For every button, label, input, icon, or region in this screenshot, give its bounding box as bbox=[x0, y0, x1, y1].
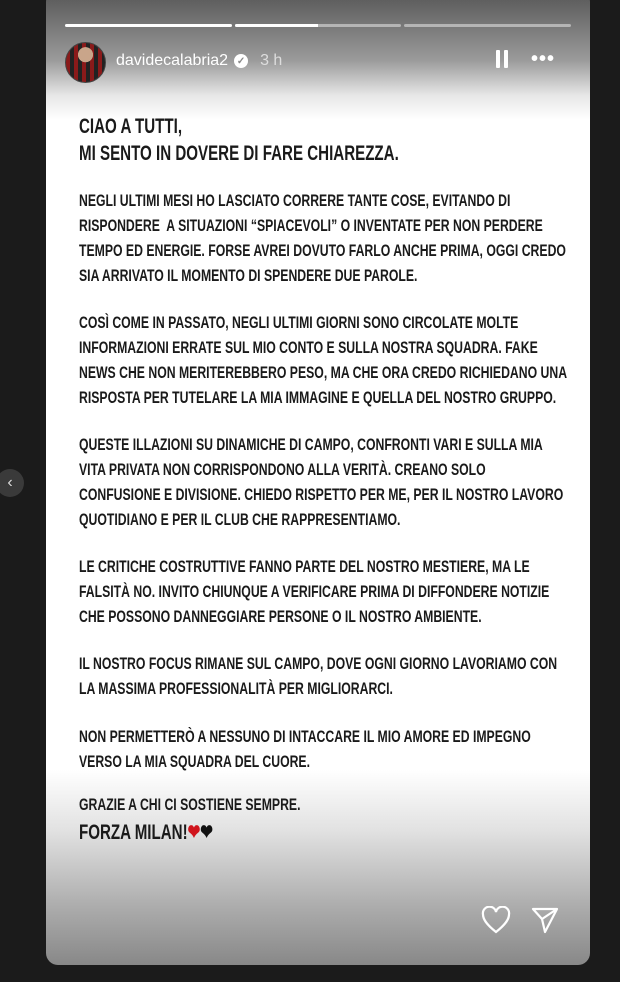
like-heart-icon[interactable] bbox=[481, 906, 511, 934]
red-heart-icon: ❤ bbox=[187, 821, 201, 844]
pause-button[interactable] bbox=[496, 50, 508, 68]
more-options-icon[interactable]: ••• bbox=[531, 48, 556, 70]
send-icon[interactable] bbox=[531, 906, 559, 934]
black-heart-icon: ❤ bbox=[200, 821, 213, 844]
progress-segment bbox=[235, 24, 402, 27]
verified-badge-icon: ✓ bbox=[234, 54, 248, 68]
chevron-left-icon: ‹ bbox=[7, 474, 13, 491]
story-progress bbox=[65, 24, 571, 27]
paragraph: NON PERMETTERÒ A NESSUNO DI INTACCARE IL MIO AMORE ED IMPEGNO VERSO LA MIA SQUADRA DEL CUORE. bbox=[79, 727, 531, 771]
paragraph: QUESTE ILLAZIONI SU DINAMICHE DI CAMPO, CONFRONTI VARI E SULLA MIA VITA PRIVATA NON CORRISPONDONO ALLA VERITÀ. CREANO SOLO CONFUSIONE E DIVISIONE. CHIEDO RISPETTO PER ME, PER IL NOSTRO LAVORO QUOTIDIANO E PER IL CLUB CHE RAPPRESENTIAMO. bbox=[79, 435, 564, 529]
timestamp: 3 h bbox=[260, 52, 283, 69]
story-header bbox=[116, 52, 282, 70]
avatar[interactable] bbox=[65, 42, 106, 83]
paragraph: IL NOSTRO FOCUS RIMANE SUL CAMPO, DOVE OGNI GIORNO LAVORIAMO CON LA MASSIMA PROFESSIONALITÀ PER MIGLIORARCI. bbox=[79, 654, 558, 698]
closing-line: FORZA MILAN!❤❤ bbox=[79, 821, 213, 844]
username[interactable]: davidecalabria2 bbox=[116, 52, 229, 69]
paragraph: COSÌ COME IN PASSATO, NEGLI ULTIMI GIORNI SONO CIRCOLATE MOLTE INFORMAZIONI ERRATE SUL MIO CONTO E SULLA NOSTRA SQUADRA. FAKE NEWS CHE NON MERITEREBBERO PESO, MA CHE ORA CREDO RICHIEDANO UNA RISPOSTA PER TUTELARE LA MIA IMMAGINE E QUELLA DEL NOSTRO GRUPPO. bbox=[79, 313, 568, 407]
progress-segment bbox=[65, 24, 232, 27]
previous-story-button[interactable] bbox=[0, 469, 24, 497]
paragraph: GRAZIE A CHI CI SOSTIENE SEMPRE. bbox=[79, 795, 301, 814]
progress-segment bbox=[404, 24, 571, 27]
paragraph: NEGLI ULTIMI MESI HO LASCIATO CORRERE TANTE COSE, EVITANDO DI RISPONDERE A SITUAZIONI “SPIACEVOLI” O INVENTATE PER NON PERDERE TEMPO ED ENERGIE. FORSE AVREI DOVUTO FARLO ANCHE PRIMA, OGGI CREDO SIA ARRIVATO IL MOMENTO DI SPENDERE DUE PAROLE. bbox=[79, 191, 566, 285]
headline: CIAO A TUTTI, MI SENTO IN DOVERE DI FARE CHIAREZZA. bbox=[79, 115, 399, 165]
paragraph: LE CRITICHE COSTRUTTIVE FANNO PARTE DEL NOSTRO MESTIERE, MA LE FALSITÀ NO. INVITO CHIUNQUE A VERIFICARE PRIMA DI DIFFONDERE NOTIZIE CHE POSSONO DANNEGGIARE PERSONE O IL NOSTRO AMBIENTE. bbox=[79, 557, 550, 626]
story-card bbox=[46, 0, 590, 965]
